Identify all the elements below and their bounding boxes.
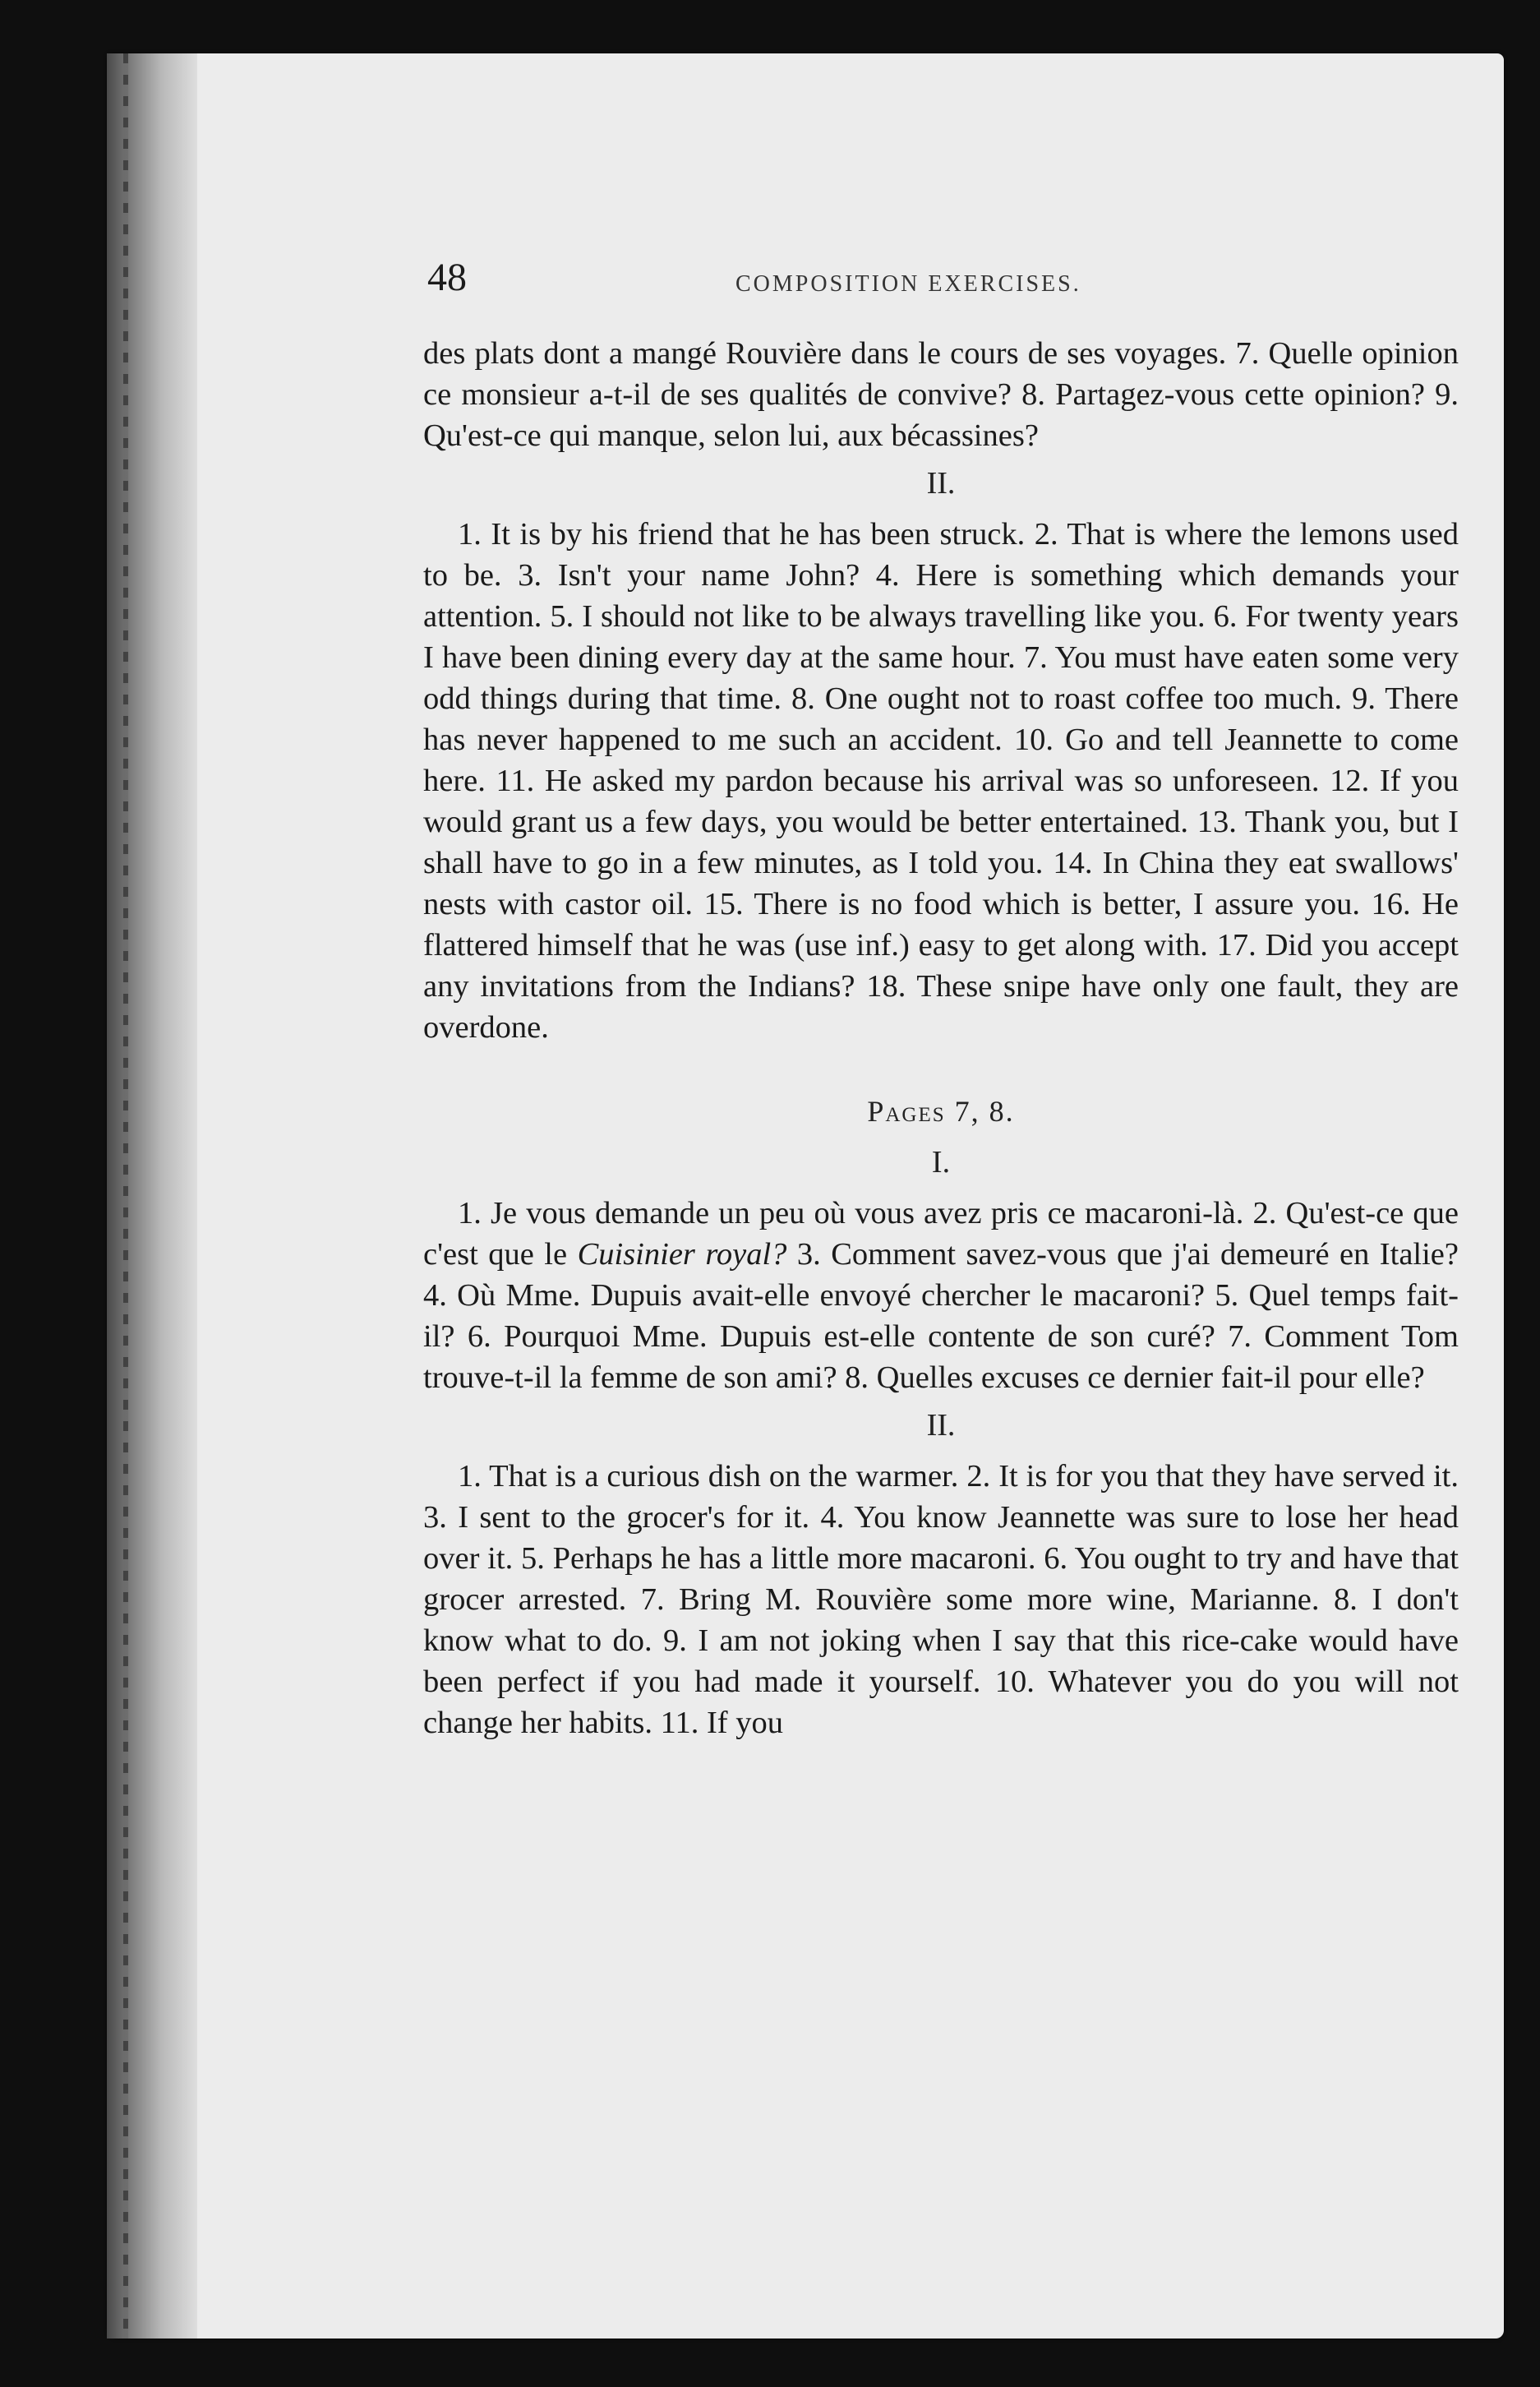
exercise-heading-ii: II. (926, 466, 956, 501)
section-heading (423, 1091, 1459, 1132)
english-exercise-paragraph: 1. It is by his friend that he has been struck. 2. That is where the lemons used to be. 3. Isn't your name John? 4. Here is something which demands your attention. 5. I should not like to be always travelling like you. 6. For twenty years I have been dining every day at the same hour. 7. You must have eaten some very odd things during that time. 8. One ought not to roast coffee too much. 9. There has never happened to me such an accident. 10. Go and tell Jeannette to come here. 11. He asked my pardon because his arrival was so unforeseen. 12. If you would grant us a few days, you would be better entertained. 13. Thank you, but I shall have to go in a few minutes, as I told you. 14. In China they eat swallows' nests with castor oil. 15. There is no food which is better, I assure you. 16. He flattered himself that he was (use inf.) easy to get along with. 17. Did you accept any invitations from the Indians? 18. These snipe have only one fault, they are overdone. (423, 517, 1459, 1045)
exercise-heading-ii-second: II. (926, 1408, 956, 1443)
exercise-heading-i: I. (931, 1145, 951, 1180)
running-title: COMPOSITION EXERCISES. (735, 271, 1081, 297)
french-italic-title: Cuisinier royal? (577, 1237, 787, 1272)
page-body (423, 333, 1459, 1743)
french-text-part-2: 3. Comment savez-vous que j'ai demeuré en Italie? 4. Où Mme. Dupuis avait-elle envoyé chercher le macaroni? 5. Quel temps fait-il? 6. Pourquoi Mme. Dupuis est-elle contente de son curé? 7. Comment Tom trouve-t-il la femme de son ami? 8. Quelles excuses ce dernier fait-il pour elle? (423, 1237, 1459, 1395)
english-exercise-paragraph-second: 1. That is a curious dish on the warmer. 2. It is for you that they have served it. 3. I sent to the grocer's for it. 4. You know Jeannette was sure to lose her head over it. 5. Perhaps he has a little more macaroni. 6. You ought to try and have that grocer arrested. 7. Bring M. Rouvière some more wine, Marianne. 8. I don't know what to do. 9. I am not joking when I say that this rice-cake would have been perfect if you had made it yourself. 10. Whatever you do you will not change her habits. 11. If you (423, 1459, 1459, 1740)
book-spine-shadow (107, 53, 197, 2339)
page-number: 48 (427, 256, 467, 299)
french-questions-continuation: des plats dont a mangé Rouvière dans le cours de ses voyages. 7. Quelle opinion ce monsieur a-t-il de ses qualités de convive? 8. Partagez-vous cette opinion? 9. Qu'est-ce qui manque, selon lui, aux bécassines? (423, 336, 1459, 453)
section-heading-text: Pages 7, 8. (867, 1095, 1015, 1128)
french-questions-paragraph (423, 1193, 1459, 1398)
french-text-part-1: 1. Je vous demande un peu où vous avez pris ce macaroni-là. 2. Qu'est-ce que c'est que le (423, 1196, 1459, 1272)
